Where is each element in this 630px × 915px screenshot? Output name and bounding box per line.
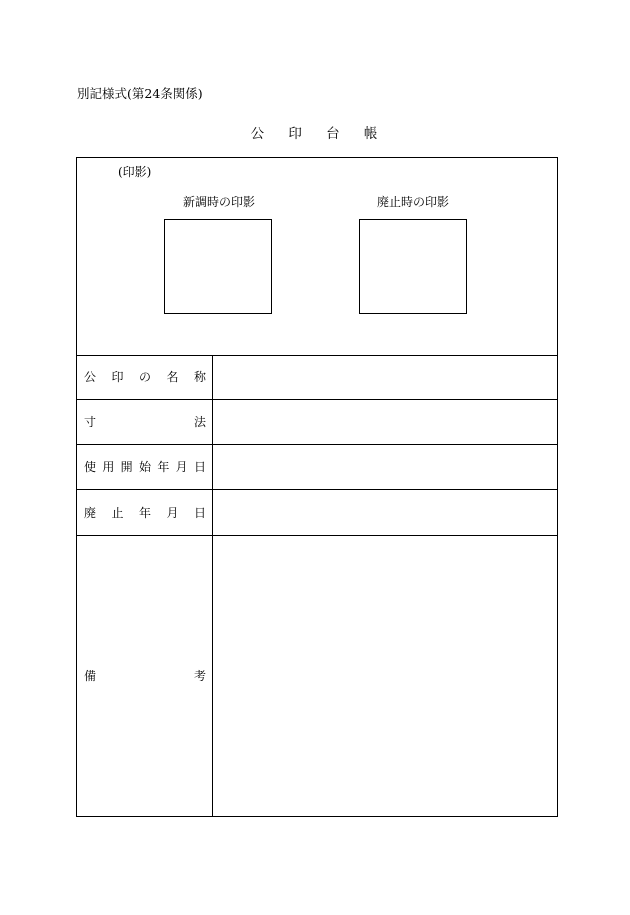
remarks-value[interactable] (213, 536, 557, 816)
retirement-date-row (77, 490, 557, 536)
dimensions-value[interactable] (213, 400, 557, 444)
seal-name-row (77, 355, 557, 400)
remarks-label-cell (77, 536, 213, 816)
remarks-row (77, 536, 557, 816)
dimensions-row (77, 400, 557, 445)
retired-imprint-caption: 廃止時の印影 (376, 195, 449, 209)
start-date-value[interactable] (213, 445, 557, 489)
seal-name-label: 公 印 の 名 称 (84, 370, 206, 384)
dimensions-label-cell (77, 400, 213, 444)
start-date-label-cell (77, 445, 213, 489)
new-imprint-box[interactable] (164, 219, 272, 314)
document-title: 公 印 台 帳 (250, 126, 388, 142)
seal-name-label-cell (77, 355, 213, 399)
seal-ledger-table (76, 157, 558, 817)
remarks-label: 備 考 (84, 669, 206, 683)
start-date-row (77, 445, 557, 490)
imprint-label: (印影) (118, 165, 152, 179)
seal-name-value[interactable] (213, 355, 557, 399)
dimensions-label: 寸 法 (84, 415, 206, 429)
start-date-label: 使 用 開 始 年 月 日 (84, 460, 206, 474)
retirement-date-label-cell (77, 490, 213, 535)
retired-imprint-box[interactable] (359, 219, 467, 314)
form-reference: 別記様式(第24条関係) (77, 86, 203, 101)
retirement-date-label: 廃 止 年 月 日 (84, 505, 206, 520)
retirement-date-value[interactable] (213, 490, 557, 535)
imprint-section (77, 158, 557, 356)
new-imprint-caption: 新調時の印影 (182, 195, 255, 209)
